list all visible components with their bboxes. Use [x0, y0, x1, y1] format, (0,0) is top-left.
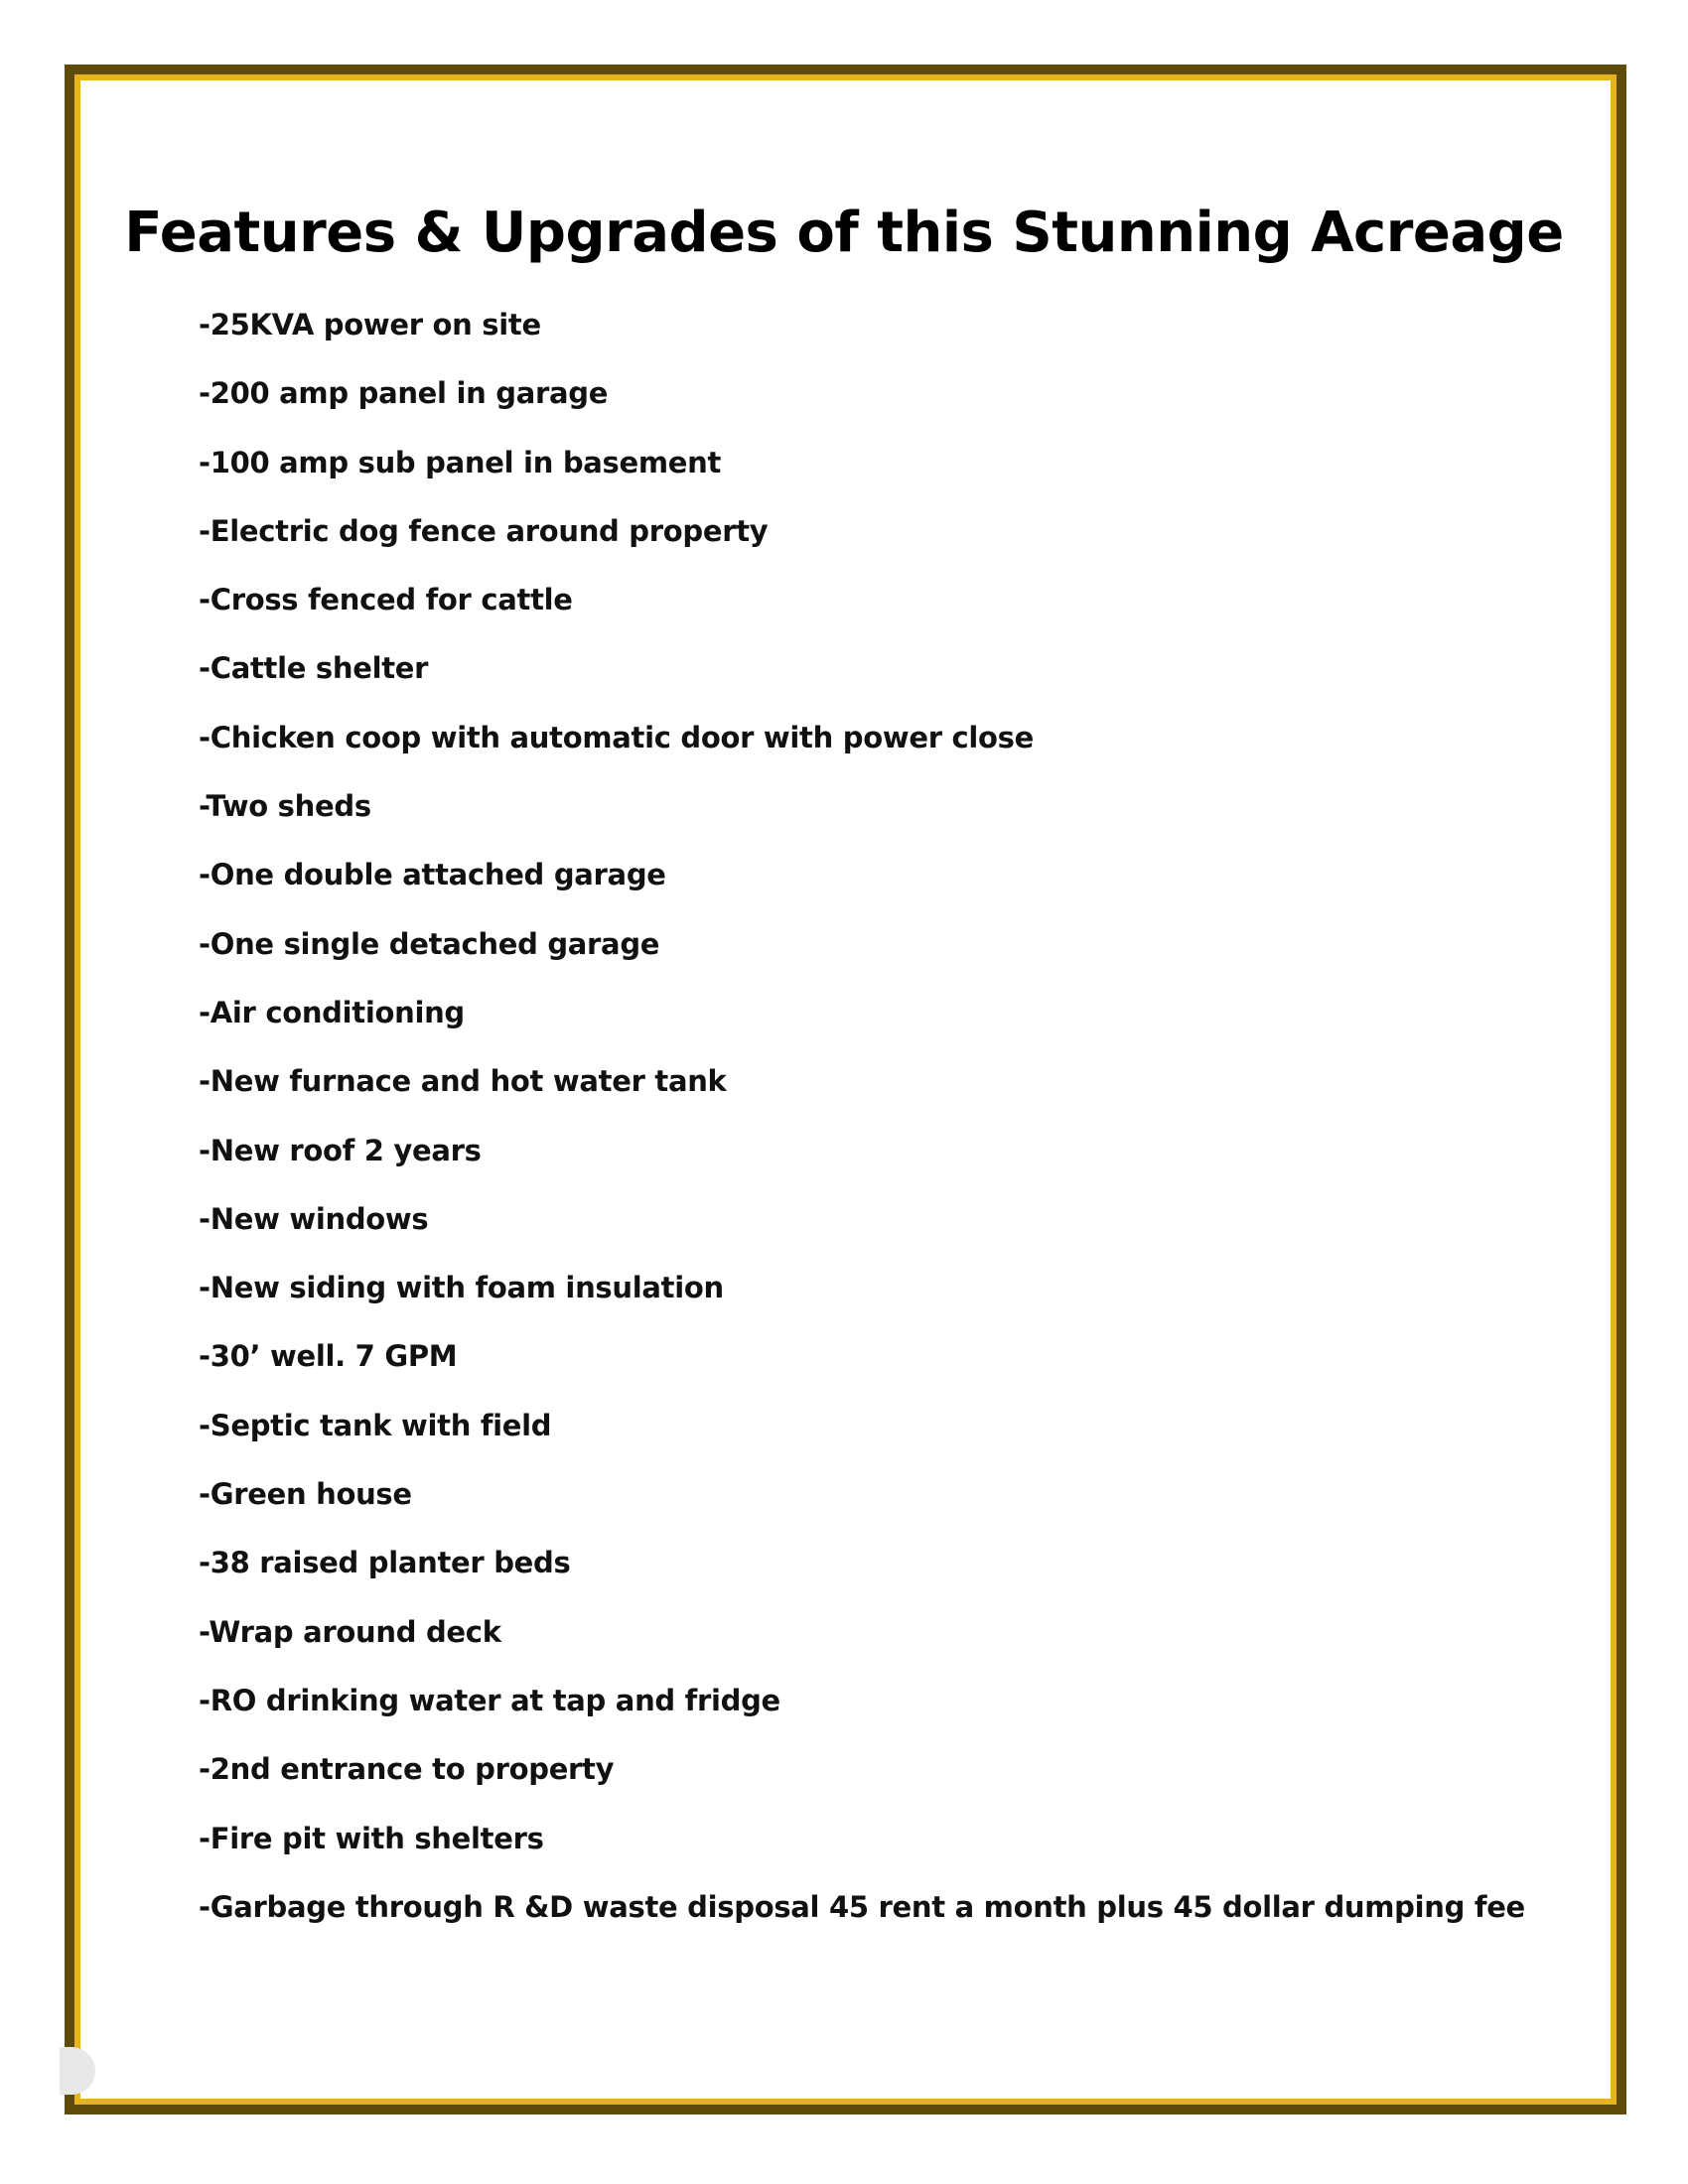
feature-item: -2nd entrance to property [199, 1752, 615, 1787]
feature-item: -Cross fenced for cattle [199, 583, 573, 617]
page-title: Features & Upgrades of this Stunning Acreage [124, 201, 1564, 265]
feature-item: -Cattle shelter [199, 651, 429, 686]
feature-item: -New furnace and hot water tank [199, 1064, 727, 1099]
feature-item: -Electric dog fence around property [199, 513, 769, 548]
feature-item: -RO drinking water at tap and fridge [199, 1683, 780, 1717]
feature-item: -New siding with foam insulation [199, 1271, 724, 1305]
features-list [199, 306, 1525, 1957]
feature-item: -One double attached garage [199, 858, 666, 892]
feature-item: -New roof 2 years [199, 1133, 482, 1167]
feature-item: -Green house [199, 1477, 412, 1512]
feature-item: -Garbage through R &D waste disposal 45 rent a month plus 45 dollar dumping fee [199, 1889, 1525, 1924]
feature-item: -New windows [199, 1201, 429, 1236]
feature-item: -Septic tank with field [199, 1408, 552, 1442]
feature-item: -Chicken coop with automatic door with power close [199, 720, 1034, 754]
feature-item: -30’ well. 7 GPM [199, 1339, 458, 1374]
feature-item: -38 raised planter beds [199, 1546, 571, 1580]
feature-item: -Fire pit with shelters [199, 1821, 544, 1855]
feature-item: -25KVA power on site [199, 308, 541, 341]
feature-item: -Two sheds [199, 789, 371, 824]
feature-item: -Wrap around deck [199, 1614, 501, 1649]
feature-item: -Air conditioning [199, 995, 465, 1029]
feature-item: -One single detached garage [199, 926, 660, 961]
feature-item: -200 amp panel in garage [199, 376, 609, 411]
feature-item: -100 amp sub panel in basement [199, 445, 722, 479]
